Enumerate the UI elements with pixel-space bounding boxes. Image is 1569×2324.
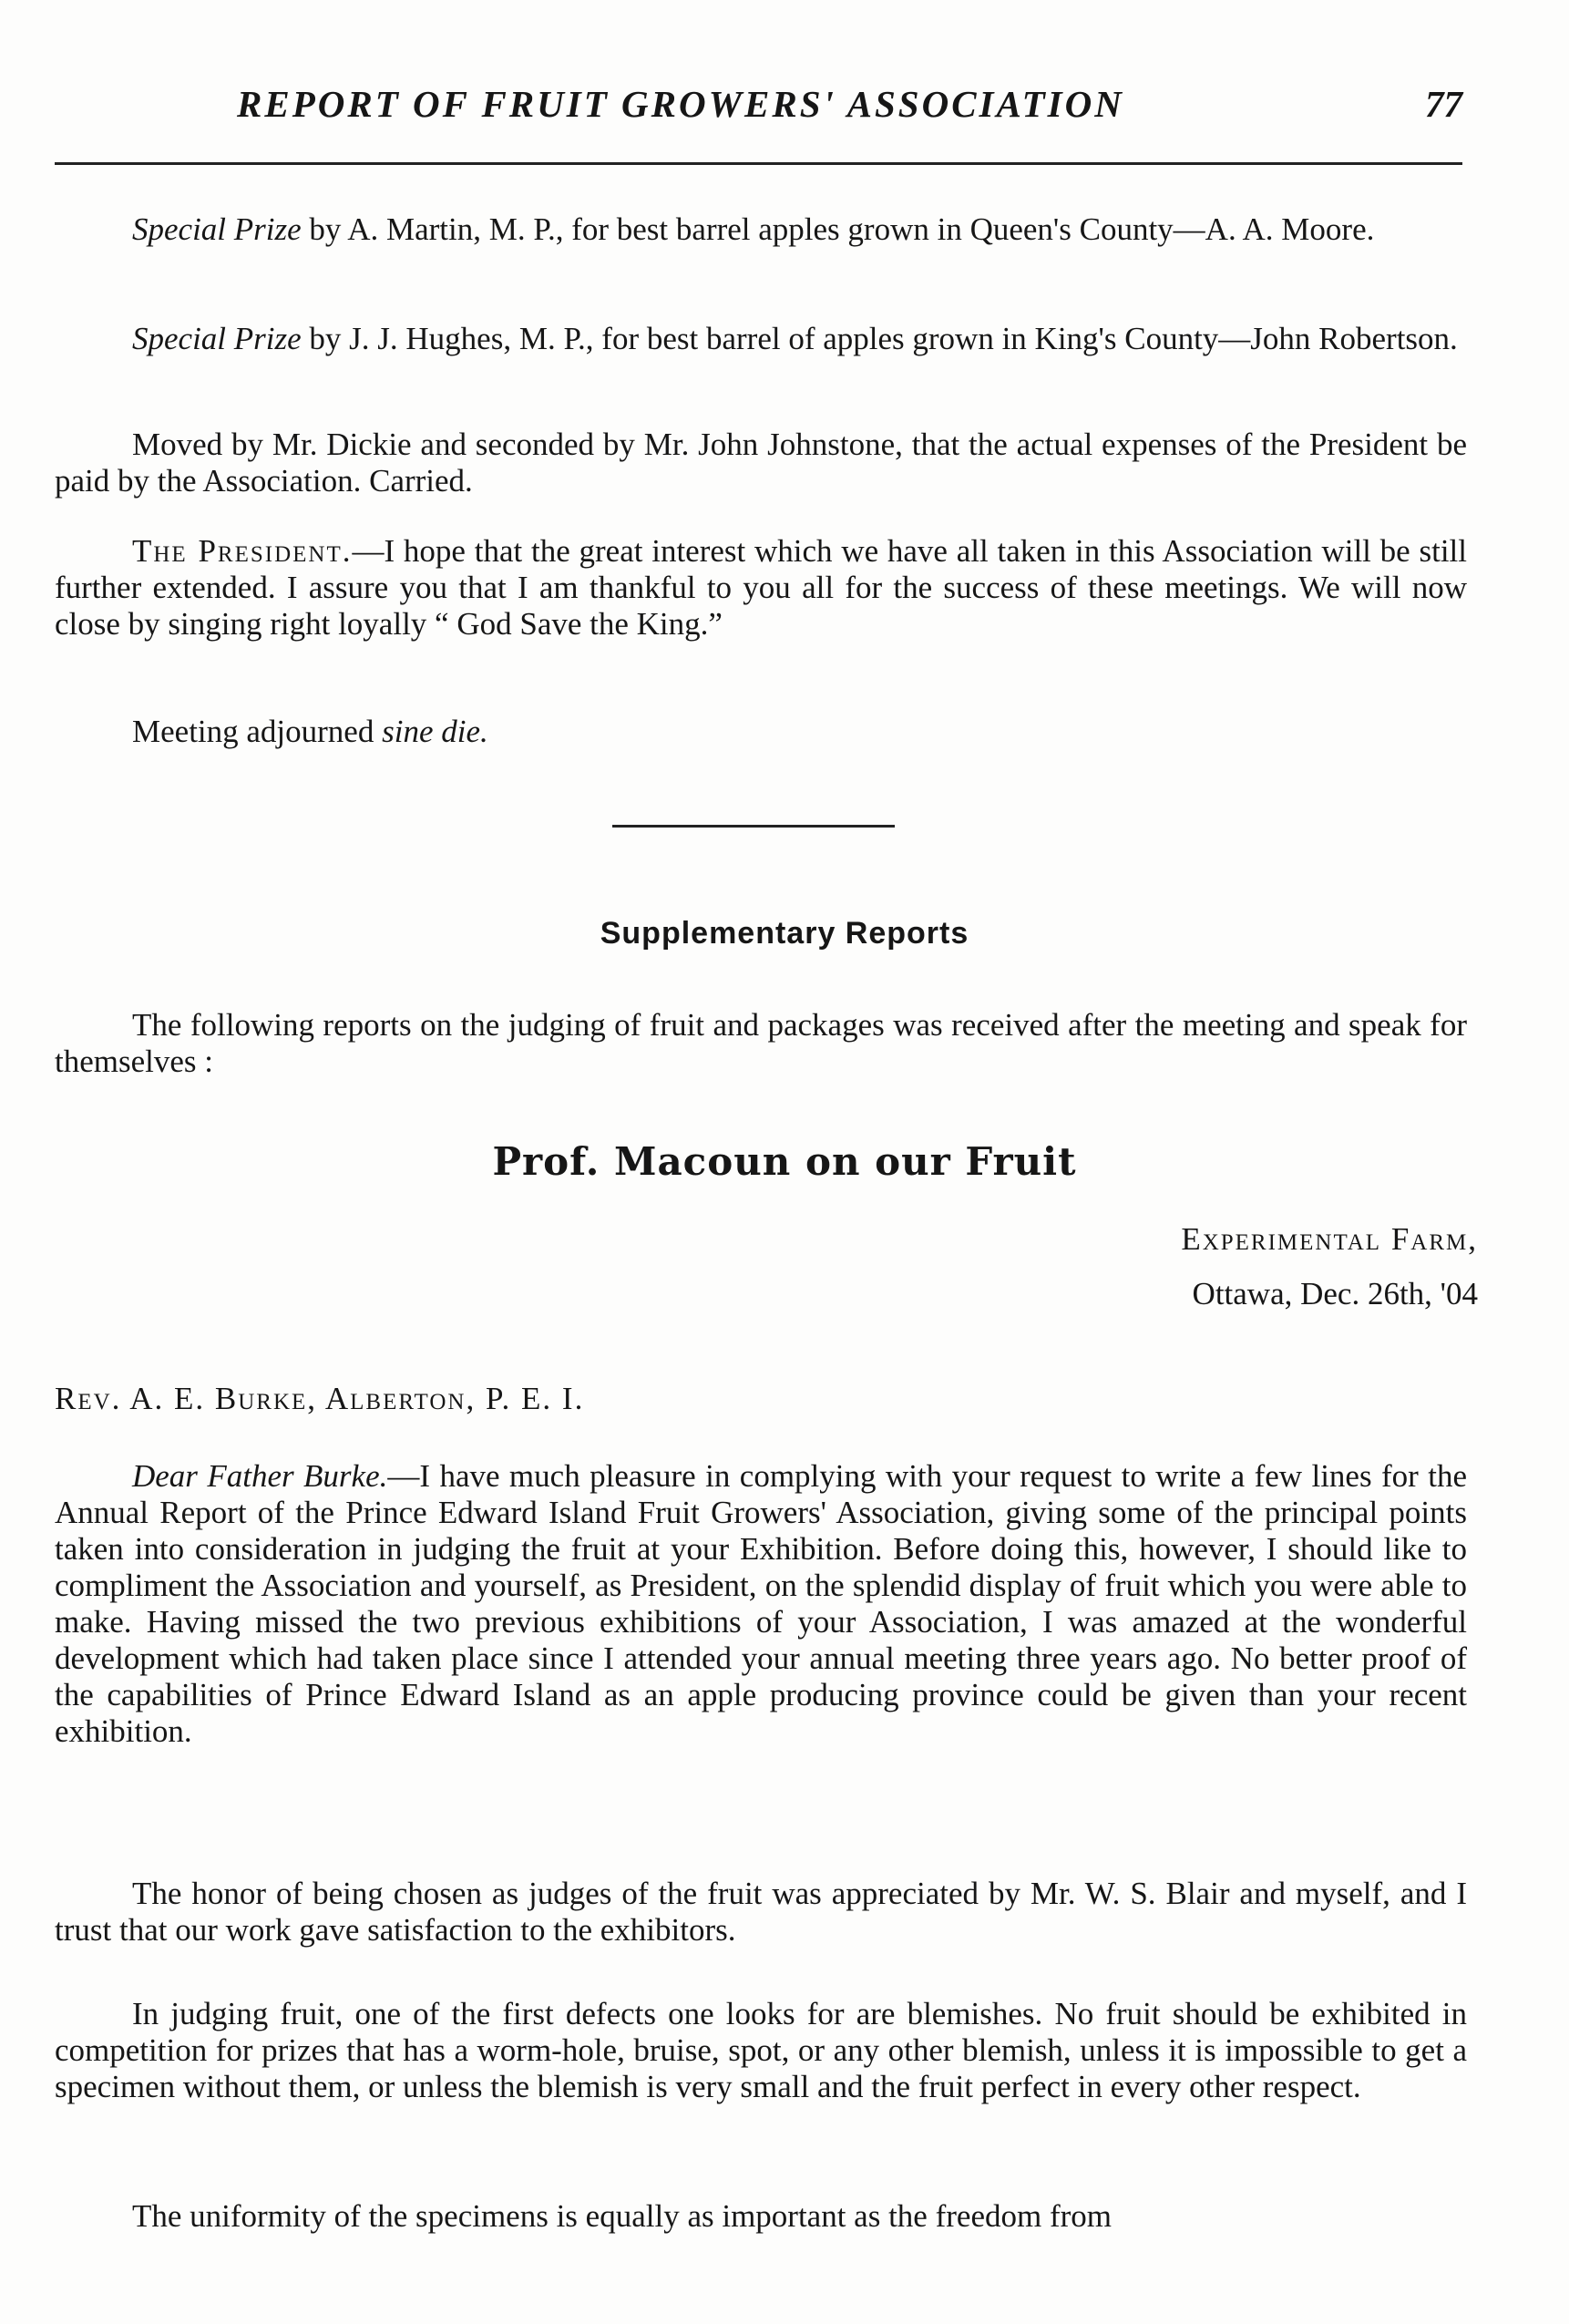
adjourned-italic: sine die. (382, 714, 488, 749)
motion-text: Moved by Mr. Dickie and seconded by Mr. John Johnstone, that the actual expenses of the President be paid by the Association. Carried. (55, 427, 1467, 499)
prize-label: Special Prize (132, 321, 302, 356)
prize-text: by A. Martin, M. P., for best barrel apples grown in Queen's County—A. A. Moore. (301, 211, 1375, 247)
president-paragraph (55, 533, 1467, 643)
letter-addressee: Rev. A. E. Burke, Alberton, P. E. I. (55, 1381, 585, 1416)
intro-text: The following reports on the judging of fruit and packages was received after the meeting and speak for themselves : (55, 1007, 1467, 1079)
intro-paragraph (55, 1007, 1467, 1080)
speaker-name: The President. (132, 533, 353, 569)
place-date-line: Ottawa, Dec. 26th, '04 (1192, 1276, 1478, 1311)
letter-text: In judging fruit, one of the first defects one looks for are blemishes. No fruit should be exhibited in competition for prizes that has a worm-hole, bruise, spot, or any other blemish, unless it is impossible to get a specimen without them, or unless the blemish is very small and the fruit perfect in every other respect. (55, 1996, 1467, 2104)
motion-paragraph (55, 427, 1467, 499)
prize-text: by J. J. Hughes, M. P., for best barrel of apples grown in King's County—John Robertson. (301, 321, 1458, 356)
running-header (55, 82, 1462, 137)
article-title: Prof. Macoun on our Fruit (492, 1139, 1077, 1184)
letter-paragraph-3 (55, 1996, 1467, 2105)
section-heading: Supplementary Reports (600, 916, 969, 951)
page-number: 77 (1425, 83, 1462, 125)
letter-paragraph-1 (55, 1458, 1467, 1750)
letter-text: The uniformity of the specimens is equally as important as the freedom from (132, 2198, 1112, 2234)
letter-paragraph-4 (55, 2198, 1467, 2235)
adjourned-text: Meeting adjourned (132, 714, 383, 749)
president-text: —I hope that the great interest which we have all taken in this Association will be still further extended. I assure you that I am thankful to you all for the success of these meetings. We will now close by singing right loyally “ God Save the King.” (55, 533, 1467, 642)
adjourned-paragraph (55, 714, 1467, 750)
header-rule (55, 162, 1462, 165)
prize-paragraph-2 (55, 321, 1467, 357)
running-title: REPORT OF FRUIT GROWERS' ASSOCIATION (237, 83, 1124, 125)
letter-text: —I have much pleasure in complying with your request to write a few lines for the Annual Report of the Prince Edward Island Fruit Growers' Association, giving some of the principal points taken into consideration in judging the fruit at your Exhibition. Before doing this, however, I should like to compliment the Association and yourself, as President, on the splendid display of fruit which you were able to make. Having missed the two previous exhibitions of your Association, I was amazed at the wonderful development which had taken place since I attended your annual meeting three years ago. No better proof of the capabilities of Prince Edward Island as an apple producing province could be given than your recent exhibition. (55, 1458, 1467, 1749)
institution-line: Experimental Farm, (1181, 1221, 1478, 1257)
prize-paragraph-1 (55, 211, 1467, 248)
salutation: Dear Father Burke. (132, 1458, 388, 1494)
section-divider (612, 825, 895, 828)
letter-paragraph-2 (55, 1876, 1467, 1949)
letter-text: The honor of being chosen as judges of the fruit was appreciated by Mr. W. S. Blair and myself, and I trust that our work gave satisfaction to the exhibitors. (55, 1876, 1467, 1948)
prize-label: Special Prize (132, 211, 302, 247)
